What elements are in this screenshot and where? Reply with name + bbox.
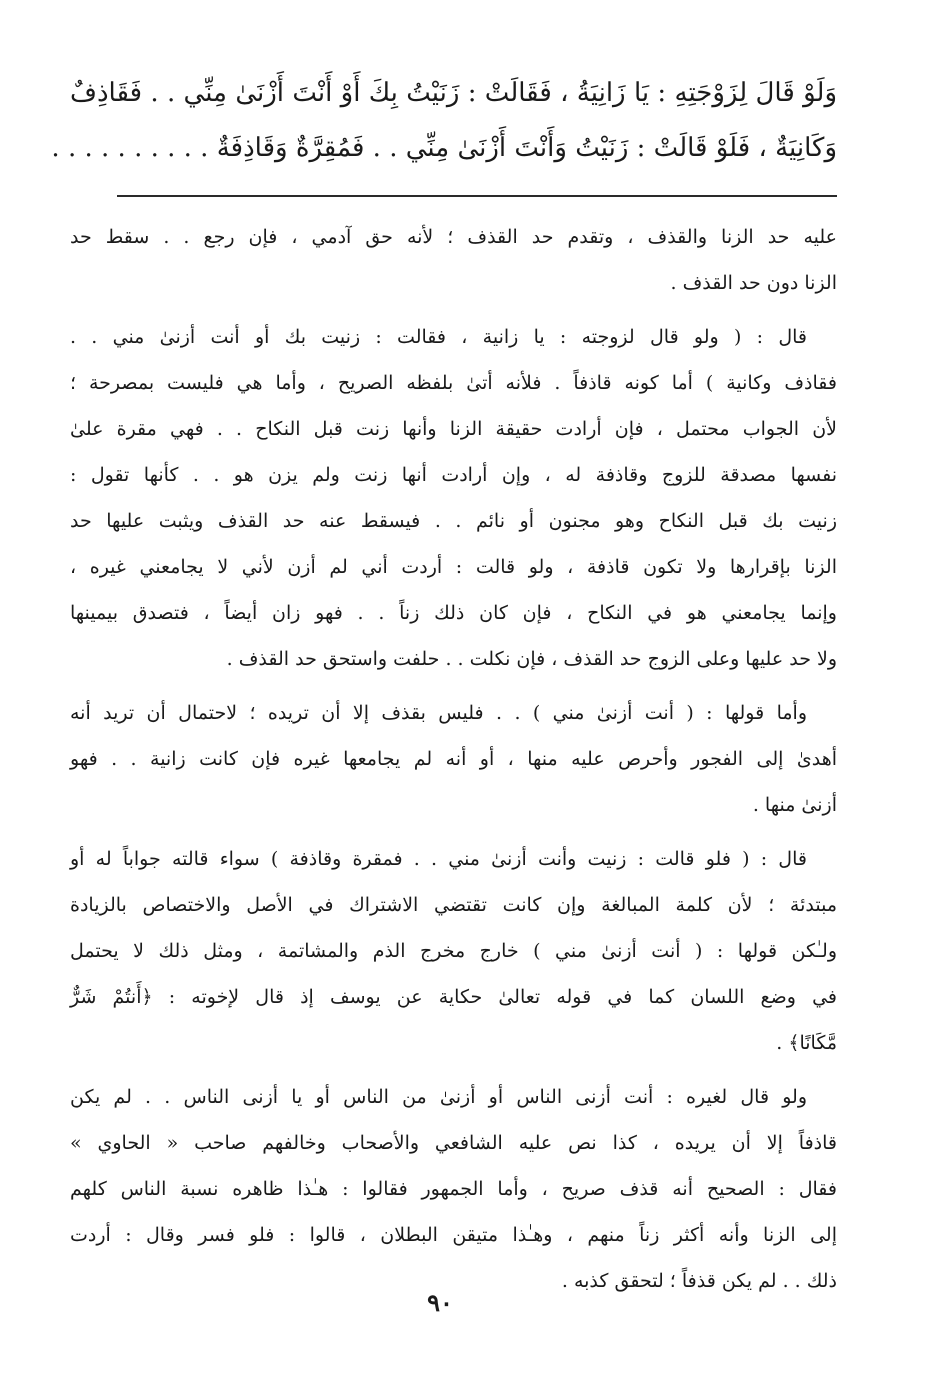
- commentary-paragraph: [70, 1074, 837, 1304]
- commentary-line: وأما قولها : ( أنت أزنىٰ مني ) . . فليس بقذف إلا أن تريده ؛ لاحتمال أن تريد أنه: [70, 702, 807, 724]
- matn-line: وَكَانِيَةٌ ، فَلَوْ قَالَتْ : زَنَيْتُ وَأَنْتَ أَزْنَىٰ مِنِّي . . فَمُقِرَّةٌ وَقَاذِفَةٌ . . . . . . . . . .: [51, 133, 837, 163]
- commentary-line: مبتدئة ؛ لأن كلمة المبالغة وإن كانت تقتضي الاشتراك في الأصل والاختصاص بالزيادة: [70, 894, 837, 916]
- commentary-line: أزنىٰ منها .: [752, 794, 837, 816]
- commentary-line: الزنا دون حد القذف .: [670, 272, 837, 294]
- commentary-line: إلى الزنا وأنه أكثر زناً منهم ، وهـٰذا متيقن البطلان ، قالوا : فلو فسر وقال : أردت: [70, 1224, 837, 1246]
- commentary-line: ولـٰكن قولها : ( أنت أزنىٰ مني ) خارج مخرج الذم والمشاتمة ، ومثل ذلك لا يحتمل: [70, 940, 837, 962]
- commentary-text: [70, 214, 837, 1312]
- commentary-line: أهدىٰ إلى الفجور وأحرص عليه منها ، أو أنه لم يجامعها غيره فإن كانت زانية . . فهو: [70, 748, 837, 770]
- commentary-line: لأن الجواب محتمل ، فإن أرادت حقيقة الزنا وأنها زنت قبل النكاح . . فهي مقرة علىٰ: [70, 418, 837, 440]
- commentary-paragraph: [70, 836, 837, 1066]
- page-number: ٩٠: [427, 1288, 453, 1317]
- commentary-line: ذلك . . لم يكن قذفاً ؛ لتحقق كذبه .: [561, 1270, 837, 1292]
- commentary-line: نفسها مصدقة للزوج وقاذفة له ، وإن أرادت أنها زنت ولم يزن هو . . كأنها تقول :: [70, 464, 837, 486]
- commentary-line: قاذفاً إلا أن يريده ، كذا نص عليه الشافعي والأصحاب وخالفهم صاحب « الحاوي »: [70, 1132, 837, 1154]
- commentary-line: فقاذف وكانية ) أما كونه قاذفاً . فلأنه أتىٰ بلفظه الصريح ، وأما هي فليست بمصرحة ؛: [70, 372, 837, 394]
- commentary-line: ولو قال لغيره : أنت أزنى الناس أو أزنىٰ من الناس أو يا أزنى الناس . . لم يكن: [70, 1086, 807, 1108]
- commentary-line: زنيت بك قبل النكاح وهو مجنون أو نائم . . فيسقط عنه حد القذف ويثبت عليها حد: [70, 510, 837, 532]
- commentary-line: الزنا بإقرارها ولا تكون قاذفة ، ولو قالت : أردت أني لم أزن لأني لا يجامعني غيره ،: [70, 556, 837, 578]
- commentary-paragraph: [70, 214, 837, 306]
- commentary-line: مَّكَانًا﴾ .: [776, 1032, 837, 1054]
- footnote-divider: [117, 195, 837, 197]
- commentary-line: وإنما يجامعني هو في النكاح ، فإن كان ذلك زناً . . فهو زان أيضاً ، فتصدق بيمينها: [70, 602, 837, 624]
- commentary-line: ولا حد عليها وعلى الزوج حد القذف ، فإن نكلت . . حلفت واستحق حد القذف .: [226, 648, 837, 670]
- commentary-line: قال : ( ولو قال لزوجته : يا زانية ، فقالت : زنيت بك أو أنت أزنىٰ مني . .: [70, 326, 807, 348]
- matn-line: وَلَوْ قَالَ لِزَوْجَتِهِ : يَا زَانِيَةُ ، فَقَالَتْ : زَنَيْتُ بِكَ أَوْ أَنْتَ أَزْنَىٰ مِنِّي . . فَقَاذِفٌ: [70, 78, 837, 108]
- matn-text: [51, 66, 837, 176]
- commentary-line: فقال : الصحيح أنه قذف صريح ، وأما الجمهور فقالوا : هـٰذا ظاهره نسبة الناس كلهم: [70, 1178, 837, 1200]
- commentary-line: قال : ( فلو قالت : زنيت وأنت أزنىٰ مني . . فمقرة وقاذفة ) سواء قالته جواباً له أو: [70, 848, 807, 870]
- commentary-paragraph: [70, 690, 837, 828]
- commentary-paragraph: [70, 314, 837, 682]
- commentary-line: عليه حد الزنا والقذف ، وتقدم حد القذف ؛ لأنه حق آدمي ، فإن رجع . . سقط حد: [70, 226, 837, 248]
- commentary-line: في وضع اللسان كما في قوله تعالىٰ حكاية عن يوسف إذ قال لإخوته : ﴿أَنتُمْ شَرٌّ: [70, 986, 837, 1008]
